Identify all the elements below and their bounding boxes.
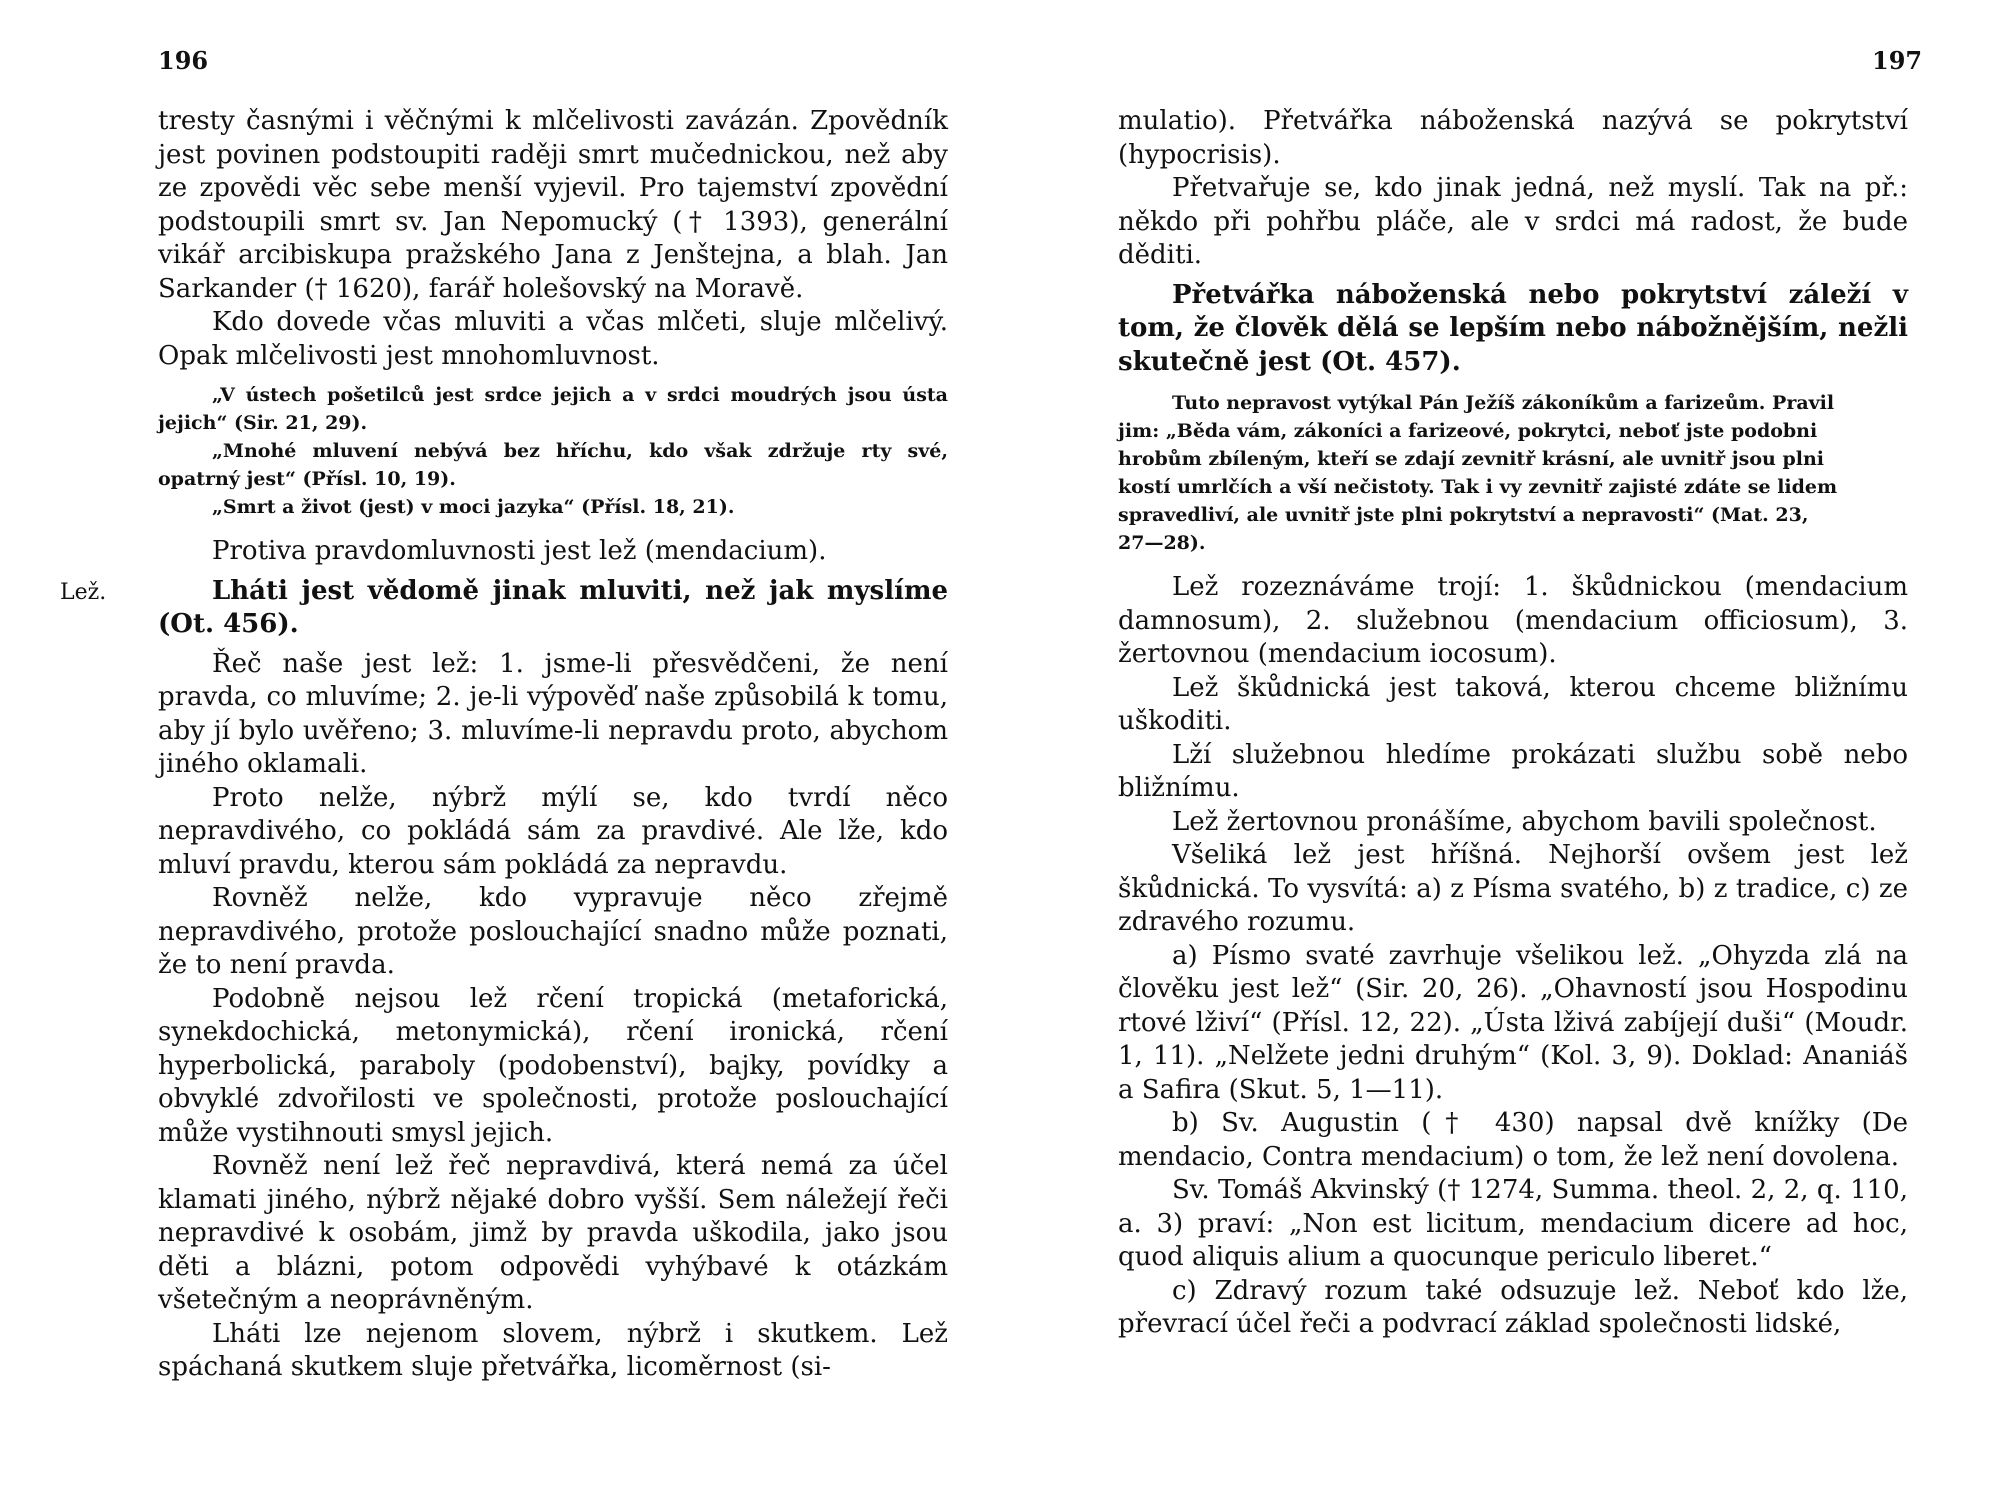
- margin-note: Lež.: [60, 580, 107, 605]
- paragraph: Sv. Tomáš Akvinský († 1274, Summa. theol. 2, 2, q. 110, a. 3) praví: „Non est licitum, mendacium dicere ad hoc, quod aliquis alium a quocunque periculo liberet.“: [1118, 1175, 1908, 1272]
- paragraph: Lež škůdnická jest taková, kterou chceme bližnímu uškoditi.: [1118, 672, 1908, 736]
- paragraph: Protiva pravdomluvnosti jest lež (mendacium).: [212, 536, 827, 566]
- right-column: [1118, 105, 1908, 1342]
- quote-line: hrobům zbíleným, kteří se zdají zevnitř krásní, ale uvnitř jsou plni: [1118, 448, 1824, 470]
- paragraph: Lží služebnou hledíme prokázati službu sobě nebo bližnímu.: [1118, 739, 1908, 803]
- paragraph: Všeliká lež jest hříšná. Nejhorší ovšem jest lež škůdnická. To vysvítá: a) z Písma svatého, b) z tradice, c) ze zdravého rozumu.: [1118, 840, 1908, 937]
- quote-line: jim: „Běda vám, zákoníci a farizeové, pokrytci, neboť jste podobni: [1118, 420, 1818, 442]
- paragraph: Podobně nejsou lež rčení tropická (metaforická, synekdochická, metonymická), rčení ironická, rčení hyperbolická, paraboly (podobenství), bajky, povídky a obvyklé zdvořilosti ve společnosti, protože poslouchající může vystihnouti smysl jejich.: [158, 983, 948, 1148]
- paragraph: tresty časnými i věčnými k mlčelivosti zavázán. Zpovědník jest povinen podstoupiti raději smrt mučednickou, než aby ze zpovědi věc sebe menší vyjevil. Pro tajemství zpovědní podstoupili smrt sv. Jan Nepomucký († 1393), generální vikář arcibiskupa pražského Jana z Jenštejna, a blah. Jan Sarkander († 1620), farář holešovský na Moravě.: [158, 106, 948, 304]
- left-column: [158, 105, 948, 1385]
- quote: „V ústech pošetilců jest srdce jejich a v srdci moudrých jsou ústa jejich“ (Sir. 21, 29).: [158, 384, 948, 434]
- definition: Lháti jest vědomě jinak mluviti, než jak myslíme (Ot. 456).: [158, 575, 948, 639]
- paragraph: Lež žertovnou pronášíme, abychom bavili společnost.: [1172, 806, 1877, 837]
- paragraph: Proto nelže, nýbrž mýlí se, kdo tvrdí něco nepravdivého, co pokládá sám za pravdivé. Ale lže, kdo mluví pravdu, kterou sám pokládá za nepravdu.: [158, 782, 948, 880]
- paragraph: a) Písmo svaté zavrhuje všelikou lež. „Ohyzda zlá na člověku jest lež“ (Sir. 20, 26). „Ohavností jsou Hospodinu rtové lživí“ (Přísl. 12, 22). „Ústa lživá zabíjejí duši“ (Moudr. 1, 11). „Nelžete jedni druhým“ (Kol. 3, 9). Doklad: Ananiáš a Safira (Skut. 5, 1—11).: [1118, 940, 1908, 1105]
- quote-block: [158, 381, 948, 521]
- paragraph: Lháti lze nejenom slovem, nýbrž i skutkem. Lež spáchaná skutkem sluje přetvářka, licoměrnost (si-: [158, 1318, 948, 1382]
- page-number-right: 197: [1872, 46, 1923, 75]
- page-number-left: 196: [158, 46, 209, 75]
- definition: Přetvářka náboženská nebo pokrytství záleží v tom, že člověk dělá se lepším nebo nábožnějším, nežli skutečně jest (Ot. 457).: [1118, 279, 1908, 377]
- paragraph: c) Zdravý rozum také odsuzuje lež. Neboť kdo lže, převrací účel řeči a podvrací základ společnosti lidské,: [1118, 1275, 1908, 1339]
- quote-line: 27—28).: [1118, 532, 1206, 554]
- paragraph: mulatio). Přetvářka náboženská nazývá se pokrytství (hypocrisis).: [1118, 106, 1908, 170]
- quote-block: [1118, 389, 1908, 557]
- paragraph: Přetvařuje se, kdo jinak jedná, než myslí. Tak na př.: někdo při pohřbu pláče, ale v srdci má radost, že bude děditi.: [1118, 173, 1908, 270]
- paragraph: Lež rozeznáváme trojí: 1. škůdnickou (mendacium damnosum), 2. služebnou (mendacium officiosum), 3. žertovnou (mendacium iocosum).: [1118, 572, 1908, 669]
- quote-line: kostí umrlčích a vší nečistoty. Tak i vy zevnitř zajisté zdáte se lidem: [1118, 476, 1838, 498]
- paragraph: Řeč naše jest lež: 1. jsme-li přesvědčeni, že není pravda, co mluvíme; 2. je-li výpověď naše způsobilá k tomu, aby jí bylo uvěřeno; 3. mluvíme-li nepravdu proto, abychom jiného oklamali.: [158, 648, 948, 779]
- paragraph: b) Sv. Augustin († 430) napsal dvě knížky (De mendacio, Contra mendacium) o tom, že lež není dovolena.: [1118, 1108, 1908, 1172]
- quote: „Smrt a život (jest) v moci jazyka“ (Přísl. 18, 21).: [212, 496, 735, 518]
- quote-line: Tuto nepravost vytýkal Pán Ježíš zákoníkům a farizeům. Pravil: [1172, 392, 1835, 414]
- paragraph: Kdo dovede včas mluviti a včas mlčeti, sluje mlčelivý. Opak mlčelivosti jest mnohomluvnost.: [158, 307, 948, 371]
- quote-line: spravedliví, ale uvnitř jste plni pokrytství a nepravosti“ (Mat. 23,: [1118, 504, 1809, 526]
- quote: „Mnohé mluvení nebývá bez hříchu, kdo však zdržuje rty své, opatrný jest“ (Přísl. 10, 19).: [158, 440, 948, 490]
- paragraph: Rovněž nelže, kdo vypravuje něco zřejmě nepravdivého, protože poslouchající snadno může poznati, že to není pravda.: [158, 883, 948, 980]
- paragraph: Rovněž není lež řeč nepravdivá, která nemá za účel klamati jiného, nýbrž nějaké dobro vyšší. Sem náležejí řeči nepravdivé k osobám, jimž by pravda uškodila, jako jsou děti a blázni, potom odpovědi vyhýbavé k otázkám všetečným a neoprávněným.: [158, 1151, 948, 1315]
